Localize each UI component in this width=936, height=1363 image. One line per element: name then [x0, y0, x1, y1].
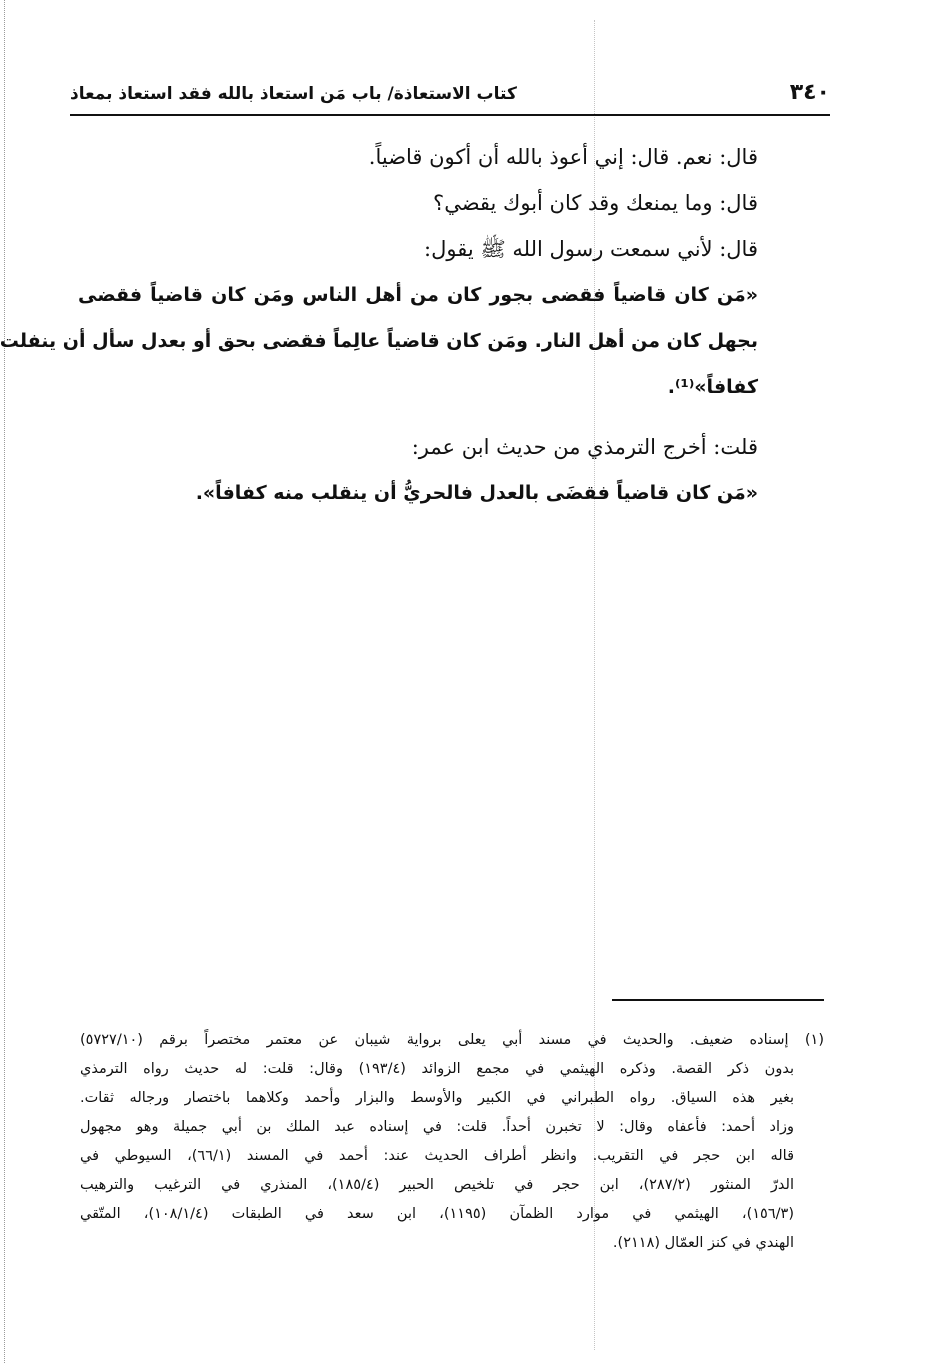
hadith-line: «مَن كان قاضياً فقضى بجور كان من أهل الناس ومَن كان قاضياً فقضى [78, 284, 758, 306]
footnote-separator [612, 999, 824, 1001]
footnote-line: بغير هذه السياق. رواه الطبراني في الكبير والأوسط والبزار وأحمد وكلاهما باختصار ورجاله ثقات. [80, 1090, 794, 1106]
note-line: قلت: أخرج الترمذي من حديث ابن عمر: [411, 435, 758, 459]
page-number: ٣٤٠ [789, 80, 830, 105]
paragraph-gap [78, 410, 758, 424]
footnote-line: (١) إسناده ضعيف. والحديث في مسند أبي يعلى برواية شيبان عن معتمر مختصراً برقم (٥٧٢٧/١٠) [80, 1032, 824, 1048]
text-line: قال: نعم. قال: إني أعوذ بالله أن أكون قاضياً. [368, 145, 758, 169]
main-text [0, 134, 758, 516]
footnote-line: (١٥٦/٣)، الهيثمي في موارد الظمآن (١١٩٥)، ابن سعد في الطبقات (١٠٨/١/٤)، المتّقي [80, 1206, 794, 1222]
footnote-line: الدرّ المنثور (٢٨٧/٢)، ابن حجر في تلخيص الحبير (١٨٥/٤)، المنذري في الترغيب والترهيب [80, 1177, 794, 1193]
footnote-line: قاله ابن حجر في التقريب. وانظر أطراف الحديث عند: أحمد في المسند (٦٦/١)، السيوطي في [80, 1148, 794, 1164]
second-hadith-line: «مَن كان قاضياً فقضَى بالعدل فالحريُّ أن ينقلب منه كفافاً». [195, 482, 758, 504]
scan-edge-line [4, 0, 6, 1363]
footnote-line: بدون ذكر القصة. وذكره الهيثمي في مجمع الزوائد (١٩٣/٤) وقال: قلت: له حديث رواه الترمذي [80, 1061, 794, 1077]
text-line: قال: لأني سمعت رسول الله ﷺ يقول: [424, 237, 758, 261]
footnote-line: الهندي في كنز العمّال (٢١١٨). [612, 1235, 794, 1251]
hadith-line: بجهل كان من أهل النار. ومَن كان قاضياً عالِماً فقضى بحق أو بعدل سأل أن ينفلت [0, 330, 758, 352]
footnote-line: وزاد أحمد: فأعفاه وقال: لا تخبرن أحداً. قلت: في إسناده عبد الملك بن أبي جميلة وهو مجهول [80, 1119, 794, 1135]
footnotes [80, 1026, 824, 1258]
running-title: كتاب الاستعاذة/ باب مَن استعاذ بالله فقد استعاذ بمعاذ [70, 84, 517, 104]
page-header [70, 78, 830, 116]
hadith-line: كفافاً»⁽¹⁾. [667, 376, 758, 398]
text-line: قال: وما يمنعك وقد كان أبوك يقضي؟ [433, 191, 758, 215]
